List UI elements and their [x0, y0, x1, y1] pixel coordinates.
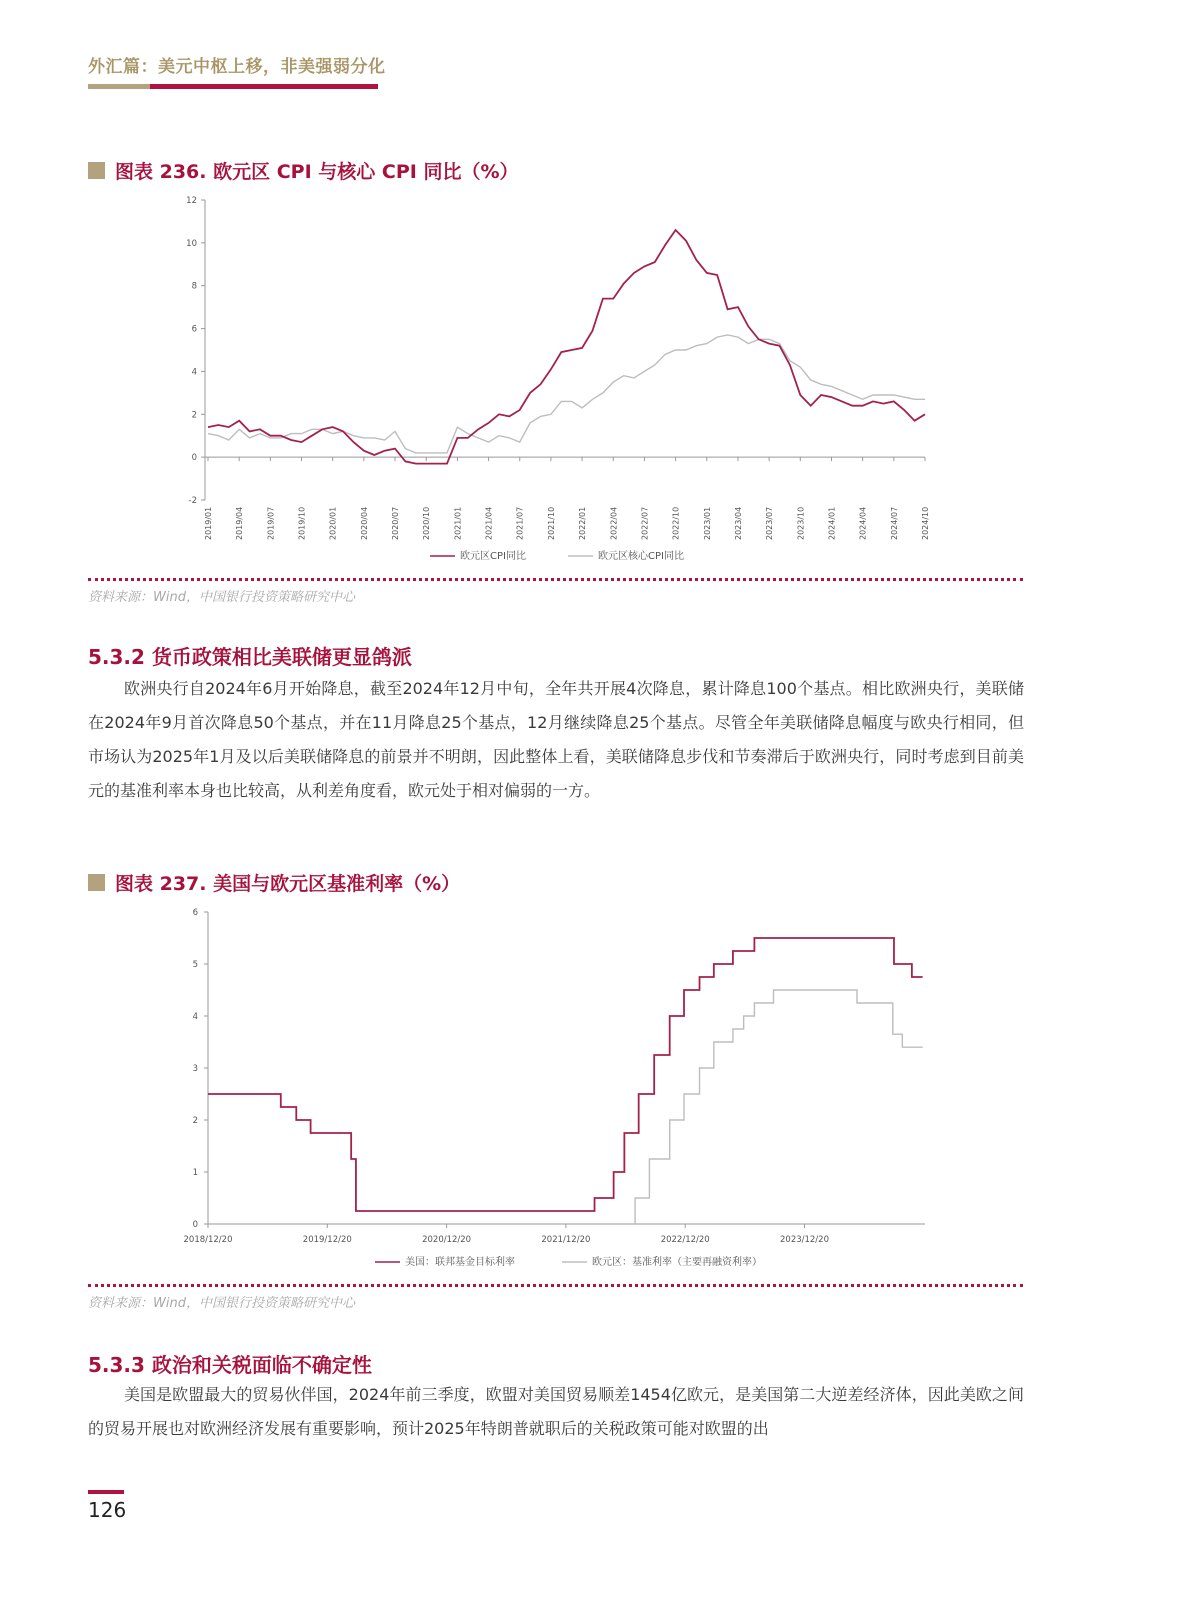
x-tick-label: 2018/12/20 — [183, 1235, 233, 1245]
figure-236-title — [88, 157, 518, 184]
x-tick-label: 2021/04 — [484, 506, 494, 540]
title-square-icon — [88, 162, 105, 179]
x-tick-label: 2020/04 — [359, 506, 369, 540]
section-533-paragraph: 美国是欧盟最大的贸易伙伴国，2024年前三季度，欧盟对美国贸易顺差1454亿欧元，是美国第二大逆差经济体，因此美欧之间的贸易开展也对欧洲经济发展有重要影响，预计2025年特朗普就职后的关税政策可能对欧盟的出 — [88, 1385, 1024, 1438]
x-tick-label: 2024/10 — [921, 506, 930, 540]
divider-236 — [88, 578, 1023, 581]
page-number: 126 — [88, 1498, 127, 1522]
figure-236-source: 资料来源：Wind，中国银行投资策略研究中心 — [88, 590, 355, 605]
x-tick-label: 2023/07 — [765, 506, 775, 540]
x-tick-label: 2024/01 — [827, 506, 837, 540]
series-cpi-line — [208, 230, 925, 464]
x-tick-label: 2023/04 — [733, 506, 743, 540]
y-tick-label: 8 — [191, 281, 197, 292]
y-tick-label: 10 — [186, 238, 197, 249]
x-tick-label: 2022/01 — [578, 506, 588, 540]
x-tick-label: 2019/07 — [266, 506, 276, 540]
chart-236 — [150, 188, 950, 578]
y-tick-label: 0 — [191, 453, 197, 464]
header-rule-gold — [88, 84, 150, 89]
x-tick-label: 2019/12/20 — [302, 1235, 352, 1245]
figure-237-source: 资料来源：Wind，中国银行投资策略研究中心 — [88, 1296, 355, 1311]
x-tick-label: 2022/07 — [640, 506, 650, 540]
y-tick-label: 3 — [192, 1064, 198, 1074]
y-tick-label: 6 — [191, 324, 197, 335]
x-tick-label: 2020/12/20 — [422, 1235, 472, 1245]
x-tick-label: 2020/01 — [328, 506, 338, 540]
x-tick-label: 2021/12/20 — [541, 1235, 591, 1245]
x-tick-label: 2022/12/20 — [660, 1235, 710, 1245]
figure-236-title-text: 图表 236. 欧元区 CPI 与核心 CPI 同比（%） — [115, 161, 519, 183]
x-tick-label: 2022/04 — [609, 506, 619, 540]
x-tick-label: 2021/10 — [546, 506, 556, 540]
x-tick-label: 2024/04 — [858, 506, 868, 540]
x-tick-label: 2023/01 — [702, 506, 712, 540]
x-tick-label: 2021/07 — [515, 506, 525, 540]
x-tick-label: 2022/10 — [671, 506, 681, 540]
x-tick-label: 2019/04 — [235, 506, 245, 540]
legend-label-core-cpi: 欧元区核心CPI同比 — [598, 551, 684, 562]
section-532-title: 5.3.2 货币政策相比美联储更显鸽派 — [88, 645, 412, 669]
x-tick-label: 2023/10 — [796, 506, 806, 540]
x-tick-label: 2019/01 — [204, 506, 213, 540]
header — [88, 52, 386, 77]
x-tick-label: 2021/01 — [453, 506, 463, 540]
legend-label-us: 美国：联邦基金目标利率 — [405, 1257, 515, 1268]
y-tick-label: 1 — [192, 1168, 198, 1178]
y-tick-label: -2 — [188, 496, 197, 506]
y-tick-label: 5 — [192, 960, 198, 970]
figure-237-title-text: 图表 237. 美国与欧元区基准利率（%） — [115, 873, 461, 895]
header-rule — [88, 84, 378, 89]
footer-bar — [88, 1490, 124, 1494]
x-tick-label: 2020/10 — [422, 506, 432, 540]
y-tick-label: 12 — [186, 196, 197, 206]
y-tick-label: 2 — [191, 410, 197, 421]
legend-label-euro: 欧元区：基准利率（主要再融资利率） — [592, 1257, 762, 1268]
section-533-title: 5.3.3 政治和关税面临不确定性 — [88, 1353, 372, 1377]
title-square-icon — [88, 874, 105, 891]
series-euro-base-rate-line — [635, 990, 923, 1224]
header-rule-red — [150, 84, 378, 89]
series-us-fed-rate-line — [208, 938, 923, 1211]
x-tick-label: 2024/07 — [889, 506, 899, 540]
header-title: 外汇篇：美元中枢上移，非美强弱分化 — [88, 57, 386, 77]
x-tick-label: 2019/10 — [297, 506, 307, 540]
y-tick-label: 4 — [192, 1012, 198, 1022]
figure-237-title — [88, 869, 460, 896]
divider-237 — [88, 1284, 1023, 1287]
y-tick-label: 0 — [192, 1220, 198, 1230]
x-tick-label: 2023/12/20 — [780, 1235, 830, 1245]
y-tick-label: 4 — [191, 367, 197, 378]
y-tick-label: 6 — [192, 908, 198, 918]
section-532-paragraph: 欧洲央行自2024年6月开始降息，截至2024年12月中旬，全年共开展4次降息，累计降息100个基点。相比欧洲央行，美联储在2024年9月首次降息50个基点，并在11月降息25个基点，12月继续降息25个基点。尽管全年美联储降息幅度与欧央行相同，但市场认为2025年1月及以后美联储降息的前景并不明朗，因此整体上看，美联储降息步伐和节奏滞后于欧洲央行，同时考虑到目前美元的基准利率本身也比较高，从利差角度看，欧元处于相对偏弱的一方。 — [88, 679, 1024, 800]
chart-237 — [150, 900, 950, 1285]
x-tick-label: 2020/07 — [391, 506, 401, 540]
y-tick-label: 2 — [192, 1116, 198, 1126]
series-core-cpi-line — [208, 335, 925, 453]
legend-label-cpi: 欧元区CPI同比 — [460, 551, 526, 562]
